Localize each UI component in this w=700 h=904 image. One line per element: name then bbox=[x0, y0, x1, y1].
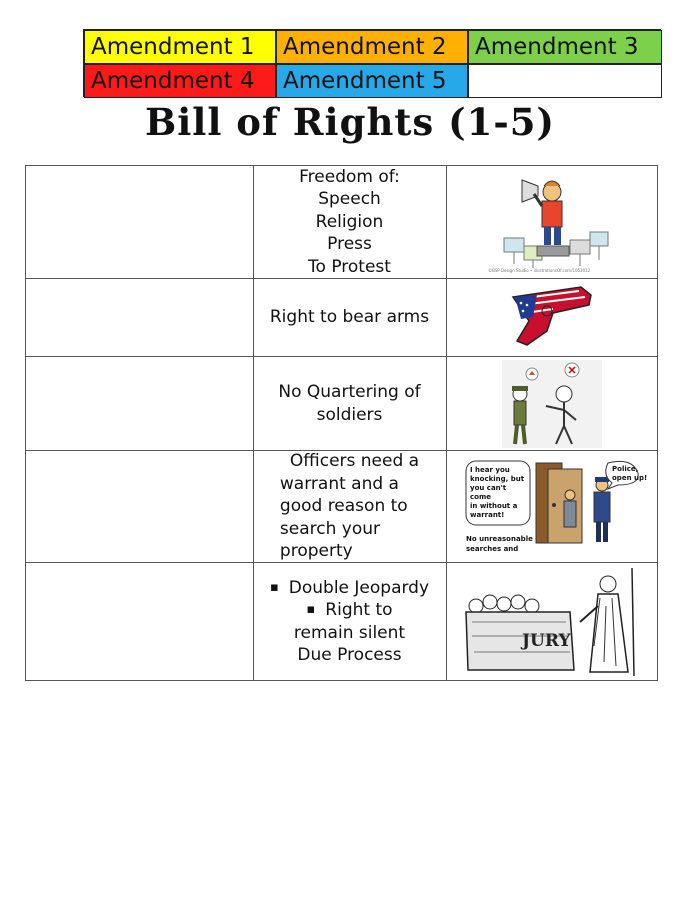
description-cell bbox=[253, 166, 447, 278]
legend-amendment-3: Amendment 3 bbox=[468, 30, 662, 64]
description-line: Speech bbox=[318, 189, 381, 210]
description-cell bbox=[253, 357, 447, 450]
page-title: Bill of Rights (1-5) bbox=[144, 100, 556, 144]
soldier-house-icon bbox=[502, 360, 602, 448]
description-line: Right to bear arms bbox=[269, 307, 430, 328]
description-line: soldiers bbox=[316, 404, 383, 425]
svg-text:Police, open up!: Police, open up! bbox=[611, 464, 647, 482]
description-bullet: ▪ Double Jeopardy bbox=[270, 577, 429, 600]
description-line: Press bbox=[327, 234, 372, 255]
legend-amendment-2: Amendment 2 bbox=[276, 30, 468, 64]
legend-amendment-1: Amendment 1 bbox=[84, 30, 276, 64]
image-credit: ©BSP Design Studio • illustrationsOf.com/1053012 bbox=[487, 268, 590, 273]
table-row bbox=[26, 279, 657, 357]
table-row bbox=[26, 166, 657, 279]
answer-drop-zone[interactable] bbox=[26, 357, 254, 450]
table-row bbox=[26, 357, 657, 451]
description-cell bbox=[253, 563, 447, 680]
legend-amendment-5: Amendment 5 bbox=[276, 64, 468, 98]
jury-cartoon-icon bbox=[462, 566, 642, 678]
image-cell bbox=[446, 279, 657, 356]
description-line: Freedom of: bbox=[299, 166, 400, 187]
svg-text:I hear you knocking,: I hear you knocking, but you can't come in without a warrant! bbox=[469, 465, 524, 519]
flag-revolver-icon bbox=[507, 283, 597, 353]
answer-drop-zone[interactable] bbox=[26, 166, 254, 278]
police-door-icon bbox=[462, 455, 647, 559]
legend-amendment-4: Amendment 4 bbox=[84, 64, 276, 98]
image-cell bbox=[446, 451, 657, 562]
description-line: Due Process bbox=[297, 645, 402, 665]
description-line: Officers need a bbox=[289, 451, 420, 472]
amendment-color-legend bbox=[83, 29, 661, 97]
description-bullet: ▪ Right to remain silent bbox=[275, 599, 425, 644]
description-line: property bbox=[279, 541, 353, 562]
description-cell bbox=[253, 279, 447, 356]
description-line: No Quartering of bbox=[278, 382, 421, 402]
svg-text:No unreasonable sear: No unreasonable searches and bbox=[465, 534, 533, 553]
image-cell bbox=[446, 166, 657, 278]
description-cell bbox=[253, 451, 447, 562]
image-cell bbox=[446, 563, 657, 680]
description-line: warrant and a bbox=[279, 473, 399, 494]
description-line: good reason to bbox=[279, 496, 408, 517]
description-line: To Protest bbox=[308, 256, 391, 277]
description-line: search your bbox=[279, 518, 381, 539]
answer-drop-zone[interactable] bbox=[26, 279, 254, 356]
answer-drop-zone[interactable] bbox=[26, 563, 254, 680]
image-cell bbox=[446, 357, 657, 450]
table-row bbox=[26, 563, 657, 680]
amendments-table bbox=[25, 165, 658, 681]
table-row bbox=[26, 451, 657, 563]
jury-box-label: JURY bbox=[521, 630, 571, 651]
protester-megaphone-icon bbox=[482, 168, 622, 276]
legend-empty-cell bbox=[468, 64, 662, 98]
answer-drop-zone[interactable] bbox=[26, 451, 254, 562]
description-line: Religion bbox=[315, 211, 384, 232]
